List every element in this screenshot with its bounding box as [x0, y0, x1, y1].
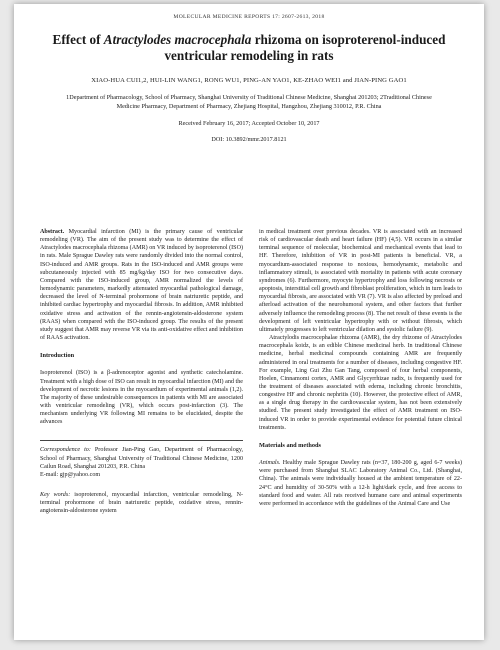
abstract-label: Abstract.: [40, 229, 65, 235]
correspondence: [40, 440, 243, 479]
keywords: [40, 491, 243, 515]
correspondence-text: Professor Jian-Ping Gao, Department of Pharmacology, School of Pharmacy, Shanghai University of Traditional Chinese Medicine, 1200 Cailun Road, Shanghai 201203, P.R. China: [40, 447, 243, 470]
left-column: [40, 228, 243, 516]
affiliations: 1Department of Pharmacology, School of Pharmacy, Shanghai University of Traditional Chinese Medicine, Shanghai 201203; 2Traditional Chinese Medicine Pharmacy, Department of Pharmacy, Zhejiang Hospital, Hangzhou, Zhejiang 310012, P.R. China: [66, 94, 432, 111]
right-column: [259, 228, 462, 516]
keywords-label: Key words:: [40, 492, 71, 499]
right-paragraph-2: Atractylodis macrocephalae rhizoma (AMR), the dry rhizome of Atractylodes macrocephala koidz, is an edible Chinese medicinal herb. In traditional Chinese medicine, herbal medicinal compounds containing AMR are frequently administered in oral treatments for a number of diseases, including congestive HF. For example, Ling Gui Zhu Gan Tang, composed of four herbal components, Hoelen, Cinnamomi cortex, AMR and Glycyrrhizae radix, is frequently used for the treatment of diseases associated with edema, including chronic bronchitis, congestive HF and chronic nephritis (10). However, the protective effect of AMR, as a single drug therapy in the cardiovascular system, has not been extensively studied. The present study investigated the effect of AMR treatment on ISO-induced VR in order to provide experimental evidence for potential future clinical treatments.: [259, 335, 462, 431]
correspondence-label: Correspondence to:: [40, 447, 91, 454]
methods-heading: Materials and methods: [259, 441, 321, 449]
keywords-text: isoproterenol, myocardial infarction, ventricular remodeling, N-terminal prohormone of brain natriuretic peptide, oxidative stress, rennin-angiotensin-aldosterone system: [40, 492, 244, 515]
title-post: rhizoma on isoproterenol-induced ventricular remodeling in rats: [164, 32, 446, 63]
right-paragraph-1: in medical treatment over previous decades. VR is associated with an increased risk of cardiovascular death and heart failure (HF) (4,5). VR occurs in a similar terminal sequence of molecular, biochemical and mechanical events that lead to HF. Therefore, inhibition of VR in post-MI patients is beneficial. VR, a myocardium-associated response to noxious, hemodynamic, metabolic and inflammatory stimuli, is associated with mortality in patients with acute coronary syndromes (6). Furthermore, myocyte hypertrophy and loss following necrosis or apoptosis, interstitial cell growth and fibroblast proliferation, which in turn leads to myocardial fibrosis, are associated with VR (7). VR is also affected by preload and afterload activation of the neurohumoral system, and other factors that further adversely influence the remodeling process (8). The net result of these events is the development of left ventricular hypertrophy with or without fibrosis, which ultimately progresses to left ventricular dilation and systolic failure (9).: [259, 229, 462, 333]
received-dates: Received February 16, 2017; Accepted October 10, 2017: [178, 120, 320, 128]
intro-heading: Introduction: [40, 352, 75, 360]
correspondence-email: E-mail: gjp@yahoo.com: [40, 471, 101, 478]
abstract-text: Myocardial infarction (MI) is the primary cause of ventricular remodeling (VR). The aim of the present study was to determine the effect of Atractylodes macrocephala rhizoma (AMR) on VR induced by isoproterenol (ISO) in rats. Male Sprague Dawley rats were randomly divided into the normal control, ISO-induced and AMR groups. Rats in the ISO-induced and AMR groups were subcutaneously injected with 85 mg/kg/day ISO for two consecutive days. Compared with the ISO-induced group, AMR normalized the levels of hemodynamic parameters, markedly attenuated myocardial pathological damage, decreased the level of N-terminal prohormone of brain natriuretic peptide, and inhibited cardiac hypertrophy and myocardial fibrosis. In addition, AMR inhibited oxidative stress and activation of the rennin-angiotensin-aldosterone system (RAAS) when compared with the ISO-induced group. The results of the present study suggest that AMR may reverse VR via its anti-oxidative effect and inhibition of RAAS activation.: [40, 229, 243, 342]
methods-paragraph: [259, 459, 462, 508]
methods-subheading: Animals.: [259, 460, 281, 467]
title-italic: Atractylodes macrocephala: [103, 32, 252, 47]
running-head: MOLECULAR MEDICINE REPORTS 17: 2607-2613, 2018: [173, 14, 325, 20]
methods-text: Healthy male Sprague Dawley rats (n=37, 180-200 g, aged 6-7 weeks) were purchased from Shanghai SLAC Laboratory Animal Co., Ltd. (Shanghai, China). The animals were individually housed at the ambient temperature of 22-24°C and humidity of 30-50% with a 12-h light/dark cycle, and free access to standard food and water. All rats received humane care and animal experiments were performed in accordance with the guidelines of the Animal Care and Use: [259, 460, 462, 507]
title-pre: Effect of: [52, 32, 104, 47]
abstract: [40, 228, 243, 342]
body-columns: [40, 228, 462, 516]
paper-title: [34, 32, 464, 64]
doi: DOI: 10.3892/mmr.2017.8121: [211, 136, 287, 144]
author-list: XIAO-HUA CUI1,2, HUI-LIN WANG1, RONG WU1, PING-AN YAO1, KE-ZHAO WEI1 and JIAN-PING GAO1: [91, 77, 407, 84]
paper-page: [14, 4, 484, 640]
intro-text: Isoproterenol (ISO) is a β-adrenoceptor agonist and synthetic catecholamine. Treatment with a high dose of ISO can result in myocardial infarction (MI) and the development of necrotic lesions in the myocardium of experimental animals (1,2). The majority of these undesirable consequences in patients with MI are associated with ventricular remodeling (VR), which occurs post-infarction (3). The mechanism underlying VR following MI remains to be elucidated, despite the advances: [40, 370, 243, 426]
